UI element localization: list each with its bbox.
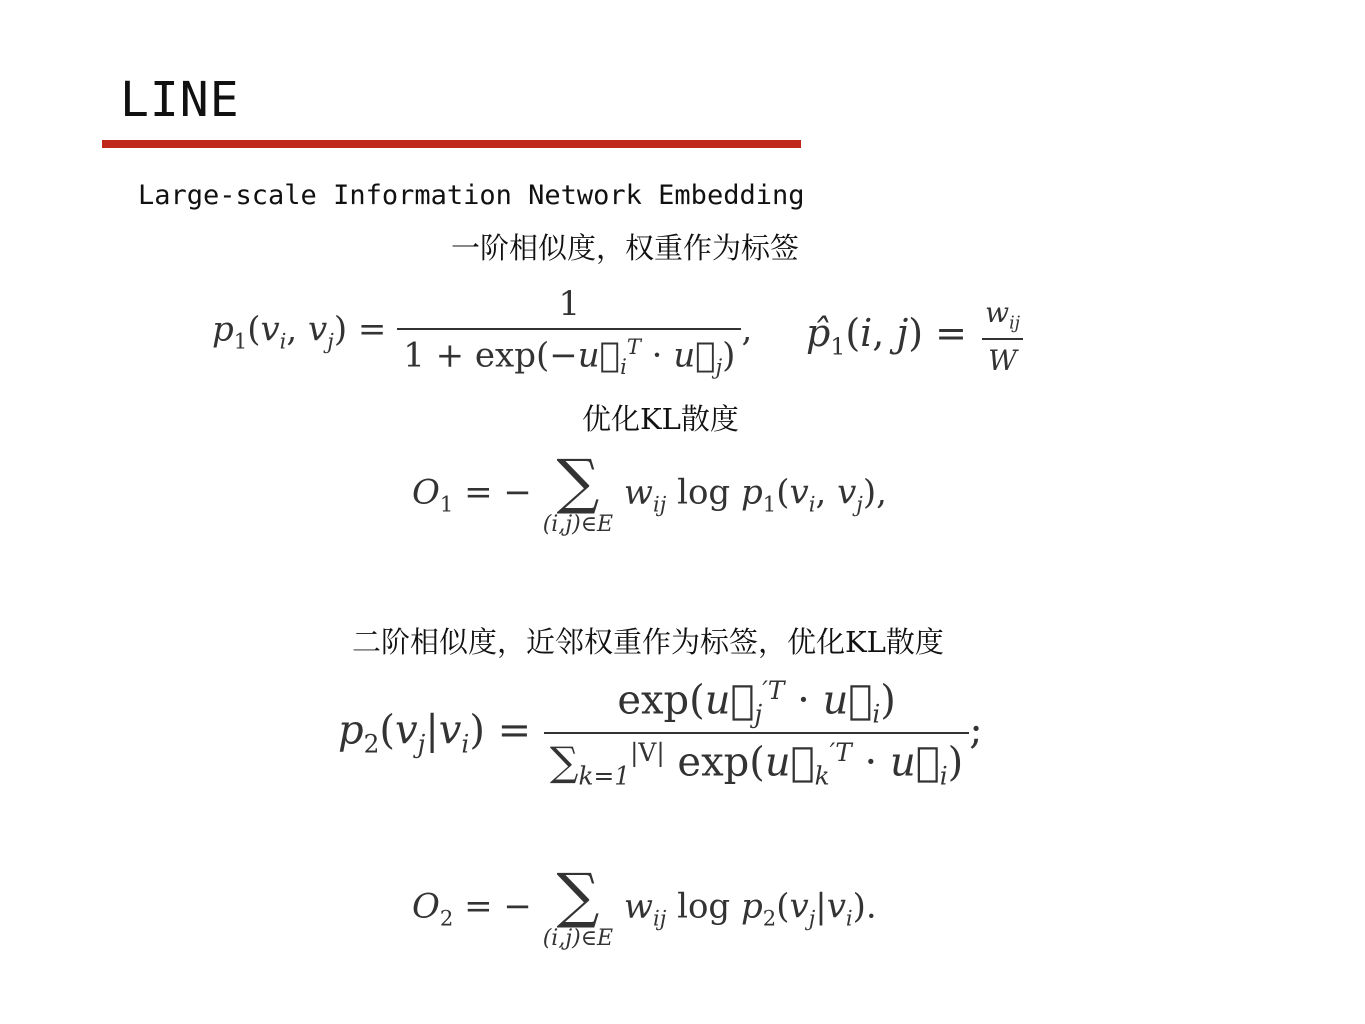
formula-p2: $p_2(v_j|v_i)$ = $\frac{\exp(u⃗_j^{'T} \cdot u⃗_i)}{\sum_{k=1}^{|V|} \exp(u⃗_k^{'T} \cdot u⃗_i)}$ ;	[338, 676, 983, 791]
optimize-kl-heading: 优化KL散度	[582, 402, 739, 436]
formula-p1-hat: $p̂_1(i$, j) = $\frac{w_{ij}}{W}$	[806, 296, 1026, 377]
slide-title: LINE	[120, 72, 240, 128]
formula-p1: $p_1(v_i$, $v_j$) = $\frac{1}{1 + \exp(-u⃗_i^T \cdot u⃗_j)}$ ,	[212, 284, 753, 380]
second-order-heading: 二阶相似度，近邻权重作为标签，优化KL散度	[352, 625, 944, 659]
slide-subtitle: Large-scale Information Network Embedding	[138, 180, 805, 211]
first-order-heading: 一阶相似度，权重作为标签	[451, 231, 800, 265]
formula-o1: $O_1$ = − ∑ (i,j)∈E $w_{ij}$ $\log p_1(v_i$, $v_j$),	[412, 447, 887, 537]
title-underline	[102, 140, 801, 148]
formula-o2: $O_2$ = − ∑ (i,j)∈E $w_{ij}$ $\log p_2(v_j|v_i)$.	[412, 861, 877, 951]
